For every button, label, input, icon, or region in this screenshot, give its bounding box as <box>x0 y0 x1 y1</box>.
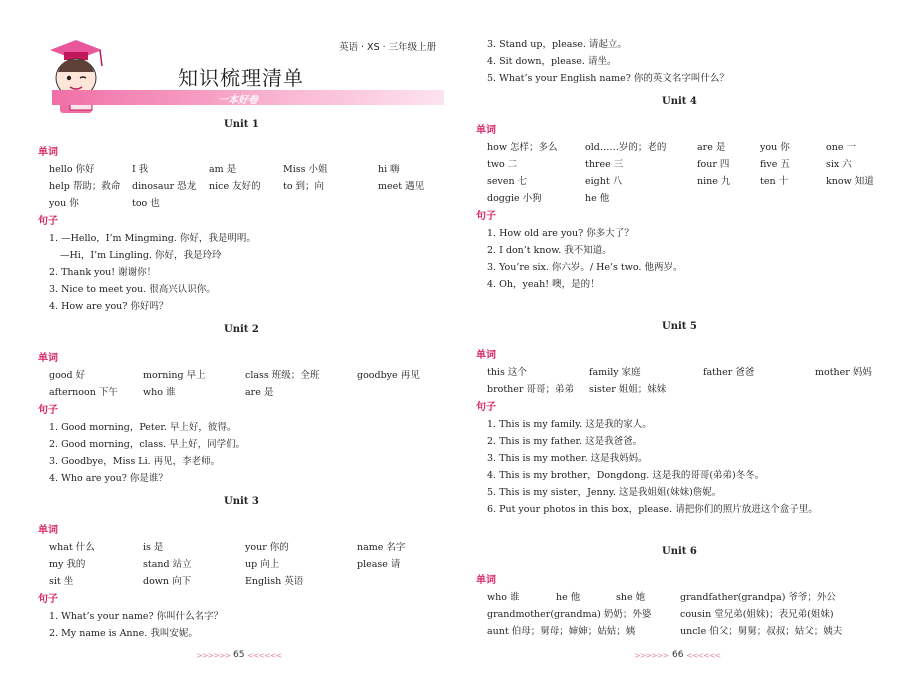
unit-title: Unit 1 <box>224 119 259 130</box>
page-arrows-right: >>>>>> <box>196 651 231 660</box>
sentence-item: 1. How old are you? 你多大了？ <box>487 228 634 239</box>
word-item: are 是 <box>697 142 726 153</box>
word-item: you 你 <box>49 198 79 209</box>
sentence-item: 5. This is my sister，Jenny. 这是我姐姐(妹妹)詹妮。 <box>487 487 722 498</box>
word-item: is 是 <box>143 542 164 553</box>
word-item: up 向上 <box>245 559 280 570</box>
word-item: four 四 <box>697 159 730 170</box>
page-number: 66 <box>672 650 684 660</box>
words-label: 单词 <box>38 525 58 536</box>
word-item: two 二 <box>487 159 518 170</box>
sentence-item: 4. Who are you? 你是谁？ <box>49 473 168 484</box>
sentences-label: 句子 <box>38 594 58 605</box>
sentence-item: 4. How are you? 你好吗？ <box>49 301 169 312</box>
word-item: grandmother(grandma) 奶奶；外婆 <box>487 609 652 620</box>
unit-title: Unit 2 <box>224 324 259 335</box>
word-item: too 也 <box>132 198 160 209</box>
sentence-item: 1. What’s your name? 你叫什么名字？ <box>49 611 224 622</box>
word-item: stand 站立 <box>143 559 192 570</box>
word-item: afternoon 下午 <box>49 387 118 398</box>
word-item: brother 哥哥；弟弟 <box>487 384 574 395</box>
word-item: mother 妈妈 <box>815 367 872 378</box>
word-item: ten 十 <box>760 176 789 187</box>
sentences-label: 句子 <box>38 216 58 227</box>
words-label: 单词 <box>38 147 58 158</box>
word-item: father 爸爸 <box>703 367 755 378</box>
word-item: goodbye 再见 <box>357 370 420 381</box>
word-item: meet 遇见 <box>378 181 425 192</box>
word-item: are 是 <box>245 387 274 398</box>
word-item: old……岁的；老的 <box>585 142 667 153</box>
word-item: who 谁 <box>487 592 520 603</box>
book-header: 英语 · XS · 三年级上册 <box>339 42 437 53</box>
sentence-item: 4. Oh，yeah! 噢，是的！ <box>487 279 600 290</box>
brand-label: 一本好卷 <box>218 95 258 106</box>
sentences-label: 句子 <box>476 402 496 413</box>
word-item: please 请 <box>357 559 401 570</box>
sentence-item: 4. This is my brother，Dongdong. 这是我的哥哥(弟弟)冬冬。 <box>487 470 765 481</box>
page-arrows-left: <<<<<< <box>247 651 282 660</box>
word-item: I 我 <box>132 164 149 175</box>
word-item: aunt 伯母；舅母；婶婶；姑姑；姨 <box>487 626 636 637</box>
word-item: nine 九 <box>697 176 731 187</box>
word-item: hello 你好 <box>49 164 95 175</box>
word-item: my 我的 <box>49 559 86 570</box>
page-arrows-left: <<<<<< <box>686 651 721 660</box>
word-item: hi 嗨 <box>378 164 400 175</box>
unit-title: Unit 3 <box>224 496 259 507</box>
sentence-item: 2. I don’t know. 我不知道。 <box>487 245 612 256</box>
word-item: down 向下 <box>143 576 192 587</box>
words-label: 单词 <box>476 350 496 361</box>
words-label: 单词 <box>38 353 58 364</box>
sentence-item: 2. Thank you! 谢谢你！ <box>49 267 157 278</box>
sentence-item: 1. —Hello，I’m Mingming. 你好，我是明明。 <box>49 233 256 244</box>
word-item: class 班级；全班 <box>245 370 320 381</box>
word-item: family 家庭 <box>589 367 641 378</box>
sentence-item: 6. Put your photos in this box，please. 请把你们的照片放进这个盒子里。 <box>487 504 818 515</box>
word-item: Miss 小姐 <box>283 164 328 175</box>
word-item: he 他 <box>585 193 610 204</box>
word-item: am 是 <box>209 164 237 175</box>
word-item: to 到；向 <box>283 181 325 192</box>
sentence-item: 1. Good morning，Peter. 早上好，彼得。 <box>49 422 237 433</box>
sentence-item: 2. My name is Anne. 我叫安妮。 <box>49 628 198 639</box>
word-item: uncle 伯父；舅舅；叔叔；姑父；姨夫 <box>680 626 843 637</box>
sentences-label: 句子 <box>38 405 58 416</box>
word-item: good 好 <box>49 370 86 381</box>
sentence-item: 3. Stand up，please. 请起立。 <box>487 39 627 50</box>
sentence-item: 4. Sit down，please. 请坐。 <box>487 56 617 67</box>
sentence-item: —Hi，I’m Lingling. 你好，我是玲玲 <box>60 250 222 261</box>
word-item: you 你 <box>760 142 790 153</box>
word-item: she 她 <box>616 592 646 603</box>
word-item: sit 坐 <box>49 576 74 587</box>
word-item: three 三 <box>585 159 624 170</box>
word-item: six 六 <box>826 159 852 170</box>
sentence-item: 5. What’s your English name? 你的英文名字叫什么？ <box>487 73 729 84</box>
word-item: he 他 <box>556 592 581 603</box>
word-item: five 五 <box>760 159 790 170</box>
words-label: 单词 <box>476 125 496 136</box>
page-number: 65 <box>233 650 245 660</box>
word-item: sister 姐姐；妹妹 <box>589 384 667 395</box>
word-item: morning 早上 <box>143 370 206 381</box>
word-item: your 你的 <box>245 542 289 553</box>
word-item: doggie 小狗 <box>487 193 542 204</box>
words-label: 单词 <box>476 575 496 586</box>
sentences-label: 句子 <box>476 211 496 222</box>
sentence-item: 1. This is my family. 这是我的家人。 <box>487 419 652 430</box>
word-item: this 这个 <box>487 367 527 378</box>
word-item: dinosaur 恐龙 <box>132 181 197 192</box>
word-item: how 怎样；多么 <box>487 142 558 153</box>
sentence-item: 3. This is my mother. 这是我妈妈。 <box>487 453 648 464</box>
word-item: eight 八 <box>585 176 623 187</box>
unit-title: Unit 5 <box>662 321 697 332</box>
page-title: 知识梳理清单 <box>178 66 304 90</box>
sentence-item: 3. Nice to meet you. 很高兴认识你。 <box>49 284 216 295</box>
unit-title: Unit 6 <box>662 546 697 557</box>
word-item: name 名字 <box>357 542 406 553</box>
word-item: cousin 堂兄弟(姐妹)；表兄弟(姐妹) <box>680 609 834 620</box>
sentence-item: 3. You’re six. 你六岁。/ He’s two. 他两岁。 <box>487 262 683 273</box>
unit-title: Unit 4 <box>662 96 697 107</box>
word-item: one 一 <box>826 142 856 153</box>
word-item: what 什么 <box>49 542 95 553</box>
word-item: know 知道 <box>826 176 874 187</box>
word-item: help 帮助；救命 <box>49 181 121 192</box>
sentence-item: 2. Good morning，class. 早上好，同学们。 <box>49 439 246 450</box>
word-item: who 谁 <box>143 387 176 398</box>
word-item: nice 友好的 <box>209 181 261 192</box>
word-item: grandfather(grandpa) 爷爷；外公 <box>680 592 836 603</box>
word-item: seven 七 <box>487 176 528 187</box>
page-arrows-right: >>>>>> <box>634 651 669 660</box>
sentence-item: 2. This is my father. 这是我爸爸。 <box>487 436 643 447</box>
sentence-item: 3. Goodbye，Miss Li. 再见，李老师。 <box>49 456 221 467</box>
word-item: English 英语 <box>245 576 304 587</box>
